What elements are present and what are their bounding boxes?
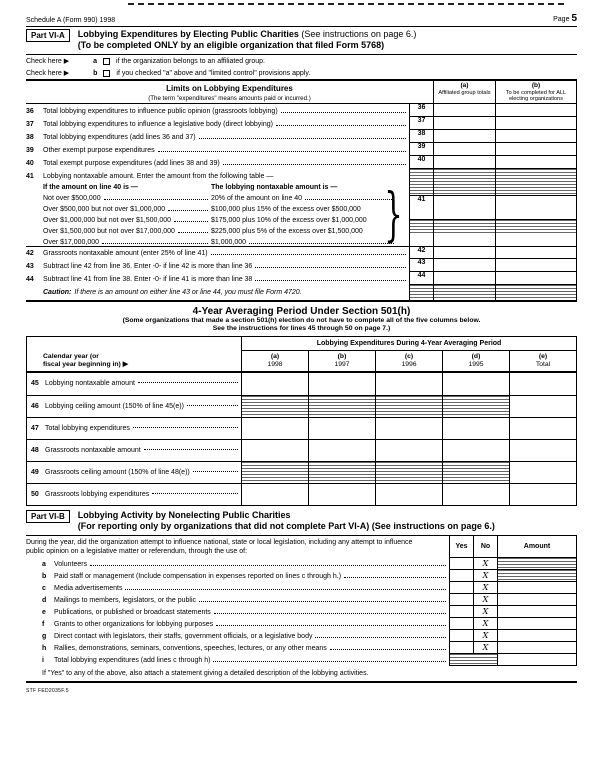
part-vib-label: Part VI-B — [26, 510, 70, 523]
dot-leader — [104, 199, 208, 200]
scan-artifact-line — [128, 3, 564, 5]
line-number-box: 36 — [409, 104, 433, 117]
check-a-letter: a — [93, 57, 98, 65]
no-cell[interactable]: X — [473, 570, 497, 582]
amount-column-header: Amount — [497, 536, 577, 558]
row-b-label: b Paid staff or management (Include compensation in expenses reported on lines c through h.) — [26, 570, 449, 582]
amount-cell[interactable] — [375, 483, 442, 505]
dot-leader — [276, 125, 406, 126]
line-44-row: 44 Subtract line 41 from line 38. Enter -0- if line 41 is more than line 38 44 — [26, 272, 577, 285]
amount-cell[interactable] — [495, 117, 577, 130]
no-cell[interactable]: X — [473, 642, 497, 654]
check-b-text: if you checked "a" above and "limited control" provisions apply. — [116, 69, 311, 77]
amount-cell[interactable] — [433, 104, 495, 117]
line-39-row: 39 Other exempt purpose expenditures 39 — [26, 143, 577, 156]
row-f-label: f Grants to other organizations for lobbying purposes — [26, 618, 449, 630]
amount-cell[interactable] — [433, 156, 495, 169]
part-via-header — [26, 27, 577, 55]
amount-cell[interactable] — [509, 439, 576, 461]
line-number-box: 40 — [409, 156, 433, 169]
dot-leader — [133, 427, 238, 428]
no-cell[interactable]: X — [473, 582, 497, 594]
print-code: STF FED2035F.5 — [26, 687, 69, 694]
amount-cell[interactable] — [442, 373, 509, 395]
shaded-cell — [375, 461, 442, 483]
part-via-title: Lobbying Expenditures by Electing Public Charities — [77, 29, 299, 39]
amount-cell[interactable] — [509, 417, 576, 439]
dot-leader — [255, 280, 406, 281]
dot-leader — [199, 138, 406, 139]
amount-cell[interactable] — [308, 483, 375, 505]
dot-leader — [187, 405, 238, 406]
averaging-span-header: Lobbying Expenditures During 4-Year Averaging Period — [241, 337, 576, 351]
amount-cell[interactable] — [497, 654, 577, 666]
line-36-row: 36 Total lobbying expenditures to influence public opinion (grassroots lobbying) 36 — [26, 104, 577, 117]
no-cell[interactable]: X — [473, 558, 497, 570]
amount-cell[interactable] — [497, 606, 577, 618]
line-41-entry-band — [409, 195, 577, 220]
limits-table-header — [26, 79, 577, 104]
year-column-c: (c) 1996 — [375, 351, 442, 373]
check-a-text: if the organization belongs to an affiliated group. — [116, 57, 265, 65]
amount-cell[interactable] — [495, 143, 577, 156]
line-number-box: 37 — [409, 117, 433, 130]
shaded-cell — [409, 285, 433, 300]
year-column-b: (b) 1997 — [308, 351, 375, 373]
line-number-box: 41 — [409, 196, 433, 219]
line-46-label: 46 Lobbying ceiling amount (150% of line 45(e)) — [27, 395, 241, 417]
part-via-title-note: (See instructions on page 6.) — [301, 29, 417, 39]
amount-cell[interactable] — [308, 373, 375, 395]
activity-question: During the year, did the organization attempt to influence national, state or local legislation, including any attempt to influence public opinion on a legislative matter or referendum, through the use of: — [26, 538, 413, 555]
no-cell[interactable]: X — [473, 606, 497, 618]
lobbying-activity-table — [26, 536, 577, 683]
line-48-label: 48 Grassroots nontaxable amount — [27, 439, 241, 461]
dot-leader — [216, 625, 446, 626]
amount-cell[interactable] — [433, 272, 495, 285]
yes-cell[interactable] — [449, 570, 473, 582]
shaded-band — [409, 220, 577, 235]
dot-leader — [315, 637, 446, 638]
yes-column-header: Yes — [449, 536, 473, 558]
check-here-b-row — [26, 67, 577, 79]
limits-subtitle: (The term "expenditures" means amounts paid or incurred.) — [148, 95, 311, 102]
shaded-cell — [495, 285, 577, 300]
amount-cell[interactable] — [497, 582, 577, 594]
shaded-cell — [308, 461, 375, 483]
check-here-label: Check here ▶ — [26, 58, 70, 65]
dot-leader — [138, 382, 238, 383]
dot-leader — [125, 589, 446, 590]
amount-cell[interactable] — [433, 130, 495, 143]
shaded-cell — [433, 285, 495, 300]
shaded-amount-cell — [497, 570, 577, 582]
line-45-label: 45 Lobbying nontaxable amount — [27, 373, 241, 395]
line-43-row: 43 Subtract line 42 from line 36. Enter -0- if line 42 is more than line 36 43 — [26, 259, 577, 272]
line-47-label: 47 Total lobbying expenditures — [27, 417, 241, 439]
yes-cell[interactable] — [449, 582, 473, 594]
row-g-label: g Direct contact with legislators, their staffs, government officials, or a legislative body — [26, 630, 449, 642]
averaging-section-title: 4-Year Averaging Period Under Section 501(h) (Some organizations that made a section 501(h) election do not have to complete all of the five columns below. See the instructions for lines 45 through 50 on page 7.) — [122, 305, 481, 332]
schedule-title: Schedule A (Form 990) 1998 — [26, 17, 116, 24]
yes-cell[interactable] — [449, 558, 473, 570]
row-d-label: d Mailings to members, legislators, or the public — [26, 594, 449, 606]
shaded-cell — [308, 395, 375, 417]
limits-table — [26, 79, 577, 302]
line-50-label: 50 Grassroots lobbying expenditures — [27, 483, 241, 505]
dot-leader — [90, 565, 446, 566]
amount-cell[interactable] — [433, 259, 495, 272]
limited-control-checkbox[interactable] — [103, 70, 110, 77]
amount-cell[interactable] — [442, 417, 509, 439]
amount-cell[interactable] — [497, 630, 577, 642]
tier-table-header: If the amount on line 40 is — The lobbying nontaxable amount is — — [43, 183, 338, 191]
dot-leader — [223, 164, 406, 165]
dot-leader — [281, 112, 406, 113]
tier-row: Not over $500,000 20% of the amount on line 40 — [43, 191, 397, 202]
part-via-label: Part VI-A — [26, 29, 70, 42]
amount-cell[interactable] — [495, 272, 577, 285]
dot-leader — [174, 221, 208, 222]
dot-leader — [214, 613, 446, 614]
amount-cell[interactable] — [495, 156, 577, 169]
shaded-cell — [442, 395, 509, 417]
line-40-row: 40 Total exempt purpose expenditures (add lines 38 and 39) 40 — [26, 156, 577, 169]
column-a-header: (a) Affiliated group totals — [433, 81, 495, 103]
caution-row: Caution: If there is an amount on either line 43 or line 44, you must file Form 4720. — [26, 285, 577, 302]
part-via-subtitle: (To be completed ONLY by an eligible organization that filed Form 5768) — [77, 40, 385, 50]
part-vib-title: Lobbying Activity by Nonelecting Public Charities — [77, 509, 291, 520]
corner-cell — [27, 337, 241, 351]
row-c-label: c Media advertisements — [26, 582, 449, 594]
amount-cell[interactable] — [497, 642, 577, 654]
line-42-row: 42 Grassroots nontaxable amount (enter 25% of line 41) 42 — [26, 246, 577, 259]
column-b-header: (b) To be completed for ALL electing organizations — [495, 81, 577, 103]
dot-leader — [255, 267, 406, 268]
amount-cell[interactable] — [442, 439, 509, 461]
tier-row: Over $17,000,000 $1,000,000 — [43, 235, 397, 246]
year-column-d: (d) 1995 — [442, 351, 509, 373]
page-number: Page 5 — [553, 13, 577, 24]
amount-cell[interactable] — [241, 439, 308, 461]
amount-cell[interactable] — [375, 373, 442, 395]
amount-cell[interactable] — [433, 143, 495, 156]
yes-cell[interactable] — [449, 642, 473, 654]
amount-cell[interactable] — [308, 417, 375, 439]
line-41-block: 41 Lobbying nontaxable amount. Enter the amount from the following table — If the amount on line 40 is — The lobbying nontaxable amount is — Not over $500,000 20% of the amount on line 40 Over $500,000 but not over $1,000,000 $100,000 plus 15% of the excess over $500,000 Over $1,000,000 but not over $1,500,000 $175,000 plus 10% of the excess over $1,000,000 Over $1,500,000 but not over $17,000,000 $225,000 plus 5% of the excess over $1,500,000 Over $17,000,000 $1,000,000 } 41 — [26, 169, 577, 246]
averaging-table — [26, 336, 577, 506]
amount-cell[interactable] — [241, 417, 308, 439]
amount-cell[interactable] — [497, 618, 577, 630]
part-vib-subtitle: (For reporting only by organizations that did not complete Part VI-A) (See instructions on page 6.) — [77, 520, 495, 531]
shaded-yes-no-cell — [449, 654, 497, 666]
line-number-box: 43 — [409, 259, 433, 272]
row-i-label: i Total lobbying expenditures (add lines c through h) — [26, 654, 449, 666]
dot-leader — [102, 243, 208, 244]
amount-cell[interactable] — [375, 439, 442, 461]
dot-leader — [193, 471, 238, 472]
shaded-cell — [241, 395, 308, 417]
amount-cell[interactable] — [495, 130, 577, 143]
row-a-label: a Volunteers — [26, 558, 449, 570]
amount-cell[interactable] — [495, 259, 577, 272]
amount-cell[interactable] — [495, 104, 577, 117]
page-header — [26, 13, 577, 27]
calendar-year-header: Calendar year (or fiscal year beginning in) ▶ — [27, 351, 241, 373]
affiliated-group-checkbox[interactable] — [103, 58, 110, 65]
amount-cell[interactable] — [495, 196, 577, 219]
line-37-row: 37 Total lobbying expenditures to influence a legislative body (direct lobbying) 37 — [26, 117, 577, 130]
amount-cell[interactable] — [509, 461, 576, 483]
dot-leader — [152, 493, 238, 494]
amount-cell[interactable] — [433, 247, 495, 259]
amount-cell[interactable] — [241, 373, 308, 395]
row-e-label: e Publications, or published or broadcast statements — [26, 606, 449, 618]
attach-statement-note: If "Yes" to any of the above, also attach a statement giving a detailed description of the lobbying activities. — [26, 666, 577, 683]
brace-glyph: } — [384, 179, 403, 248]
amount-cell[interactable] — [509, 395, 576, 417]
yes-cell[interactable] — [449, 606, 473, 618]
line-number-box: 42 — [409, 247, 433, 259]
tier-row: Over $500,000 but not over $1,000,000 $100,000 plus 15% of the excess over $500,000 — [43, 205, 361, 213]
dot-leader — [213, 661, 446, 662]
amount-cell[interactable] — [375, 417, 442, 439]
yes-cell[interactable] — [449, 594, 473, 606]
no-cell[interactable]: X — [473, 630, 497, 642]
shaded-band — [409, 169, 577, 195]
row-h-label: h Rallies, demonstrations, seminars, conventions, speeches, lectures, or any other means — [26, 642, 449, 654]
dot-leader — [199, 601, 446, 602]
line-number-box: 39 — [409, 143, 433, 156]
amount-cell[interactable] — [433, 117, 495, 130]
amount-cell[interactable] — [509, 483, 576, 505]
line-49-label: 49 Grassroots ceiling amount (150% of line 48(e)) — [27, 461, 241, 483]
no-cell[interactable]: X — [473, 594, 497, 606]
line-38-row: 38 Total lobbying expenditures (add lines 36 and 37) 38 — [26, 130, 577, 143]
dot-leader — [144, 449, 238, 450]
tier-row: Over $1,000,000 but not over $1,500,000 $175,000 plus 10% of the excess over $1,000,000 — [43, 216, 367, 224]
spacer-band — [409, 235, 577, 246]
check-b-letter: b — [93, 69, 98, 77]
amount-cell[interactable] — [308, 439, 375, 461]
dot-leader — [330, 649, 446, 650]
check-here-label: Check here ▶ — [26, 70, 70, 77]
dot-leader — [211, 254, 406, 255]
amount-cell[interactable] — [497, 594, 577, 606]
dot-leader — [168, 210, 208, 211]
check-here-a-row — [26, 55, 577, 67]
dot-leader — [178, 232, 208, 233]
no-cell[interactable]: X — [473, 618, 497, 630]
shaded-cell — [442, 461, 509, 483]
amount-cell[interactable] — [495, 247, 577, 259]
line-number-box: 38 — [409, 130, 433, 143]
year-column-e: (e) Total — [509, 351, 576, 373]
yes-cell[interactable] — [449, 630, 473, 642]
dot-leader — [249, 243, 394, 244]
dot-leader — [158, 151, 406, 152]
dot-leader — [344, 577, 446, 578]
tier-row: Over $1,500,000 but not over $17,000,000 $225,000 plus 5% of the excess over $1,500,000 — [43, 227, 363, 235]
shaded-amount-cell — [497, 558, 577, 570]
shaded-cell — [375, 395, 442, 417]
shaded-cell — [241, 461, 308, 483]
amount-cell[interactable] — [442, 483, 509, 505]
dot-leader — [305, 199, 394, 200]
amount-cell[interactable] — [433, 196, 495, 219]
yes-cell[interactable] — [449, 618, 473, 630]
amount-cell[interactable] — [241, 483, 308, 505]
year-column-a: (a) 1998 — [241, 351, 308, 373]
part-vib-header — [26, 508, 577, 536]
amount-cell[interactable] — [509, 373, 576, 395]
line-number-box: 44 — [409, 272, 433, 285]
no-column-header: No — [473, 536, 497, 558]
limits-title: Limits on Lobbying Expenditures — [166, 84, 293, 93]
